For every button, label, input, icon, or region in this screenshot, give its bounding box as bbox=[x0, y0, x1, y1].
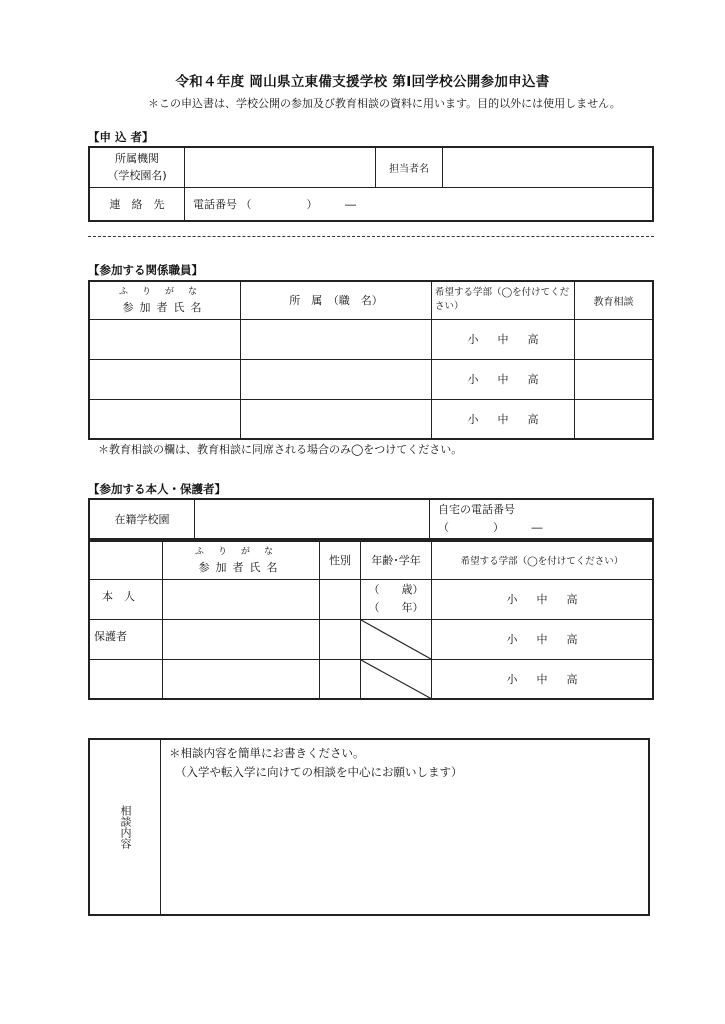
age-grade-header: 年齢･学年 bbox=[361, 541, 432, 579]
option-junior-high[interactable]: 中 bbox=[497, 373, 509, 386]
affiliation-label-cell bbox=[89, 147, 185, 187]
option-high[interactable]: 高 bbox=[527, 412, 539, 426]
staff-name-field[interactable] bbox=[89, 359, 241, 399]
home-phone-label: 自宅の電話番号 bbox=[438, 503, 515, 516]
guardian-gender-field[interactable] bbox=[320, 619, 361, 659]
phone-field[interactable]: 電話番号 （ ） ― bbox=[185, 187, 654, 221]
affiliation-label-sub: （学校園名) bbox=[107, 169, 167, 183]
guardian-name-field[interactable] bbox=[163, 619, 320, 659]
staff-dept-options[interactable] bbox=[432, 359, 575, 399]
option-high[interactable]: 高 bbox=[566, 633, 578, 646]
consultation-label-cell bbox=[89, 739, 161, 915]
usage-note: ＊この申込書は、学校公開の参加及び教育相談の資料に用います。目的以外には使用しません。 bbox=[148, 97, 621, 110]
staff-dept-options[interactable] bbox=[432, 319, 575, 359]
self-gender-field[interactable] bbox=[320, 579, 361, 619]
diagonal-strike bbox=[361, 660, 431, 699]
person-table bbox=[88, 540, 654, 700]
staff-position-header: 所 属 （職 名） bbox=[241, 281, 432, 319]
consultation-field[interactable] bbox=[161, 739, 650, 915]
option-elementary[interactable]: 小 bbox=[506, 593, 518, 606]
guardian-name-field[interactable] bbox=[163, 659, 320, 699]
guardian-gender-field[interactable] bbox=[320, 659, 361, 699]
participant-name-label: 参加者氏名 bbox=[122, 301, 208, 315]
staff-consult-field[interactable] bbox=[575, 319, 654, 359]
option-elementary[interactable]: 小 bbox=[467, 412, 479, 426]
person-table-top bbox=[88, 498, 654, 540]
gender-header: 性別 bbox=[320, 541, 361, 579]
guardian-label: 保護者 bbox=[89, 619, 163, 659]
staff-row bbox=[89, 399, 653, 439]
cut-line bbox=[88, 236, 654, 237]
staff-position-field[interactable] bbox=[241, 319, 432, 359]
option-high[interactable]: 高 bbox=[566, 672, 578, 686]
consultation-instruction: ＊相談内容を簡単にお書きください。 bbox=[169, 746, 365, 760]
furigana-label: ふりがな bbox=[194, 547, 287, 558]
option-elementary[interactable]: 小 bbox=[506, 672, 518, 686]
option-junior-high[interactable]: 中 bbox=[536, 672, 548, 686]
staff-consult-field[interactable] bbox=[575, 359, 654, 399]
staff-position-field[interactable] bbox=[241, 399, 432, 439]
staff-dept-header: 希望する学部（◯を付けてください） bbox=[432, 281, 575, 319]
grade-text: （ 年） bbox=[368, 601, 424, 614]
staff-table bbox=[88, 280, 654, 440]
consultation-table bbox=[88, 738, 650, 916]
guardian-row bbox=[89, 659, 653, 699]
participant-name-label: 参加者氏名 bbox=[198, 561, 284, 575]
contact-person-label: 担当者名 bbox=[376, 147, 443, 187]
school-label: 在籍学校園 bbox=[89, 499, 195, 539]
person-heading: 【参加する本人・保護者】 bbox=[88, 482, 226, 496]
guardian-dept-options[interactable] bbox=[432, 619, 654, 659]
staff-name-field[interactable] bbox=[89, 399, 241, 439]
contact-person-field[interactable] bbox=[443, 147, 654, 187]
option-junior-high[interactable]: 中 bbox=[536, 633, 548, 646]
option-high[interactable]: 高 bbox=[527, 373, 539, 386]
guardian-age-na bbox=[361, 619, 432, 659]
self-name-field[interactable] bbox=[163, 579, 320, 619]
applicant-heading: 【申 込 者】 bbox=[88, 130, 154, 144]
applicant-table bbox=[88, 146, 654, 222]
contact-label: 連 絡 先 bbox=[89, 187, 185, 221]
option-elementary[interactable]: 小 bbox=[506, 633, 518, 646]
staff-dept-options[interactable] bbox=[432, 399, 575, 439]
furigana-label: ふりがな bbox=[118, 287, 211, 298]
staff-consult-field[interactable] bbox=[575, 399, 654, 439]
option-elementary[interactable]: 小 bbox=[467, 373, 479, 386]
consultation-label: 相談内容 bbox=[119, 805, 132, 849]
self-age-grade-field[interactable] bbox=[361, 579, 432, 619]
staff-row bbox=[89, 359, 653, 399]
staff-name-field[interactable] bbox=[89, 319, 241, 359]
affiliation-field[interactable] bbox=[185, 147, 376, 187]
age-text: （ 歳） bbox=[368, 583, 424, 596]
self-dept-options[interactable] bbox=[432, 579, 654, 619]
option-high[interactable]: 高 bbox=[566, 593, 578, 606]
diagonal-strike bbox=[361, 620, 431, 659]
person-role-header bbox=[89, 541, 163, 579]
staff-row bbox=[89, 319, 653, 359]
staff-consult-header: 教育相談 bbox=[575, 281, 654, 319]
self-label: 本 人 bbox=[89, 579, 163, 619]
consult-note: ＊教育相談の欄は、教育相談に同席される場合のみ◯をつけてください。 bbox=[98, 443, 463, 456]
staff-name-header bbox=[89, 281, 241, 319]
guardian-dept-options[interactable] bbox=[432, 659, 654, 699]
home-phone-format: （ ） ― bbox=[438, 521, 543, 534]
option-elementary[interactable]: 小 bbox=[467, 333, 479, 346]
option-high[interactable]: 高 bbox=[527, 333, 539, 346]
staff-position-field[interactable] bbox=[241, 359, 432, 399]
self-row bbox=[89, 579, 653, 619]
option-junior-high[interactable]: 中 bbox=[497, 412, 509, 426]
guardian-age-na bbox=[361, 659, 432, 699]
consultation-sub-instruction: （入学や転入学に向けての相談を中心にお願いします） bbox=[175, 765, 463, 779]
option-junior-high[interactable]: 中 bbox=[497, 333, 509, 346]
person-dept-header: 希望する学部（◯を付けてください） bbox=[432, 541, 654, 579]
affiliation-label: 所属機関 bbox=[115, 152, 159, 166]
option-junior-high[interactable]: 中 bbox=[536, 593, 548, 606]
person-name-header bbox=[163, 541, 320, 579]
page-title: 令和４年度 岡山県立東備支援学校 第Ⅰ回学校公開参加申込書 bbox=[175, 74, 550, 90]
school-field[interactable] bbox=[195, 499, 430, 539]
home-phone-cell[interactable] bbox=[430, 499, 654, 539]
staff-heading: 【参加する関係職員】 bbox=[88, 263, 203, 277]
guardian-row bbox=[89, 619, 653, 659]
guardian-label-field[interactable] bbox=[89, 659, 163, 699]
